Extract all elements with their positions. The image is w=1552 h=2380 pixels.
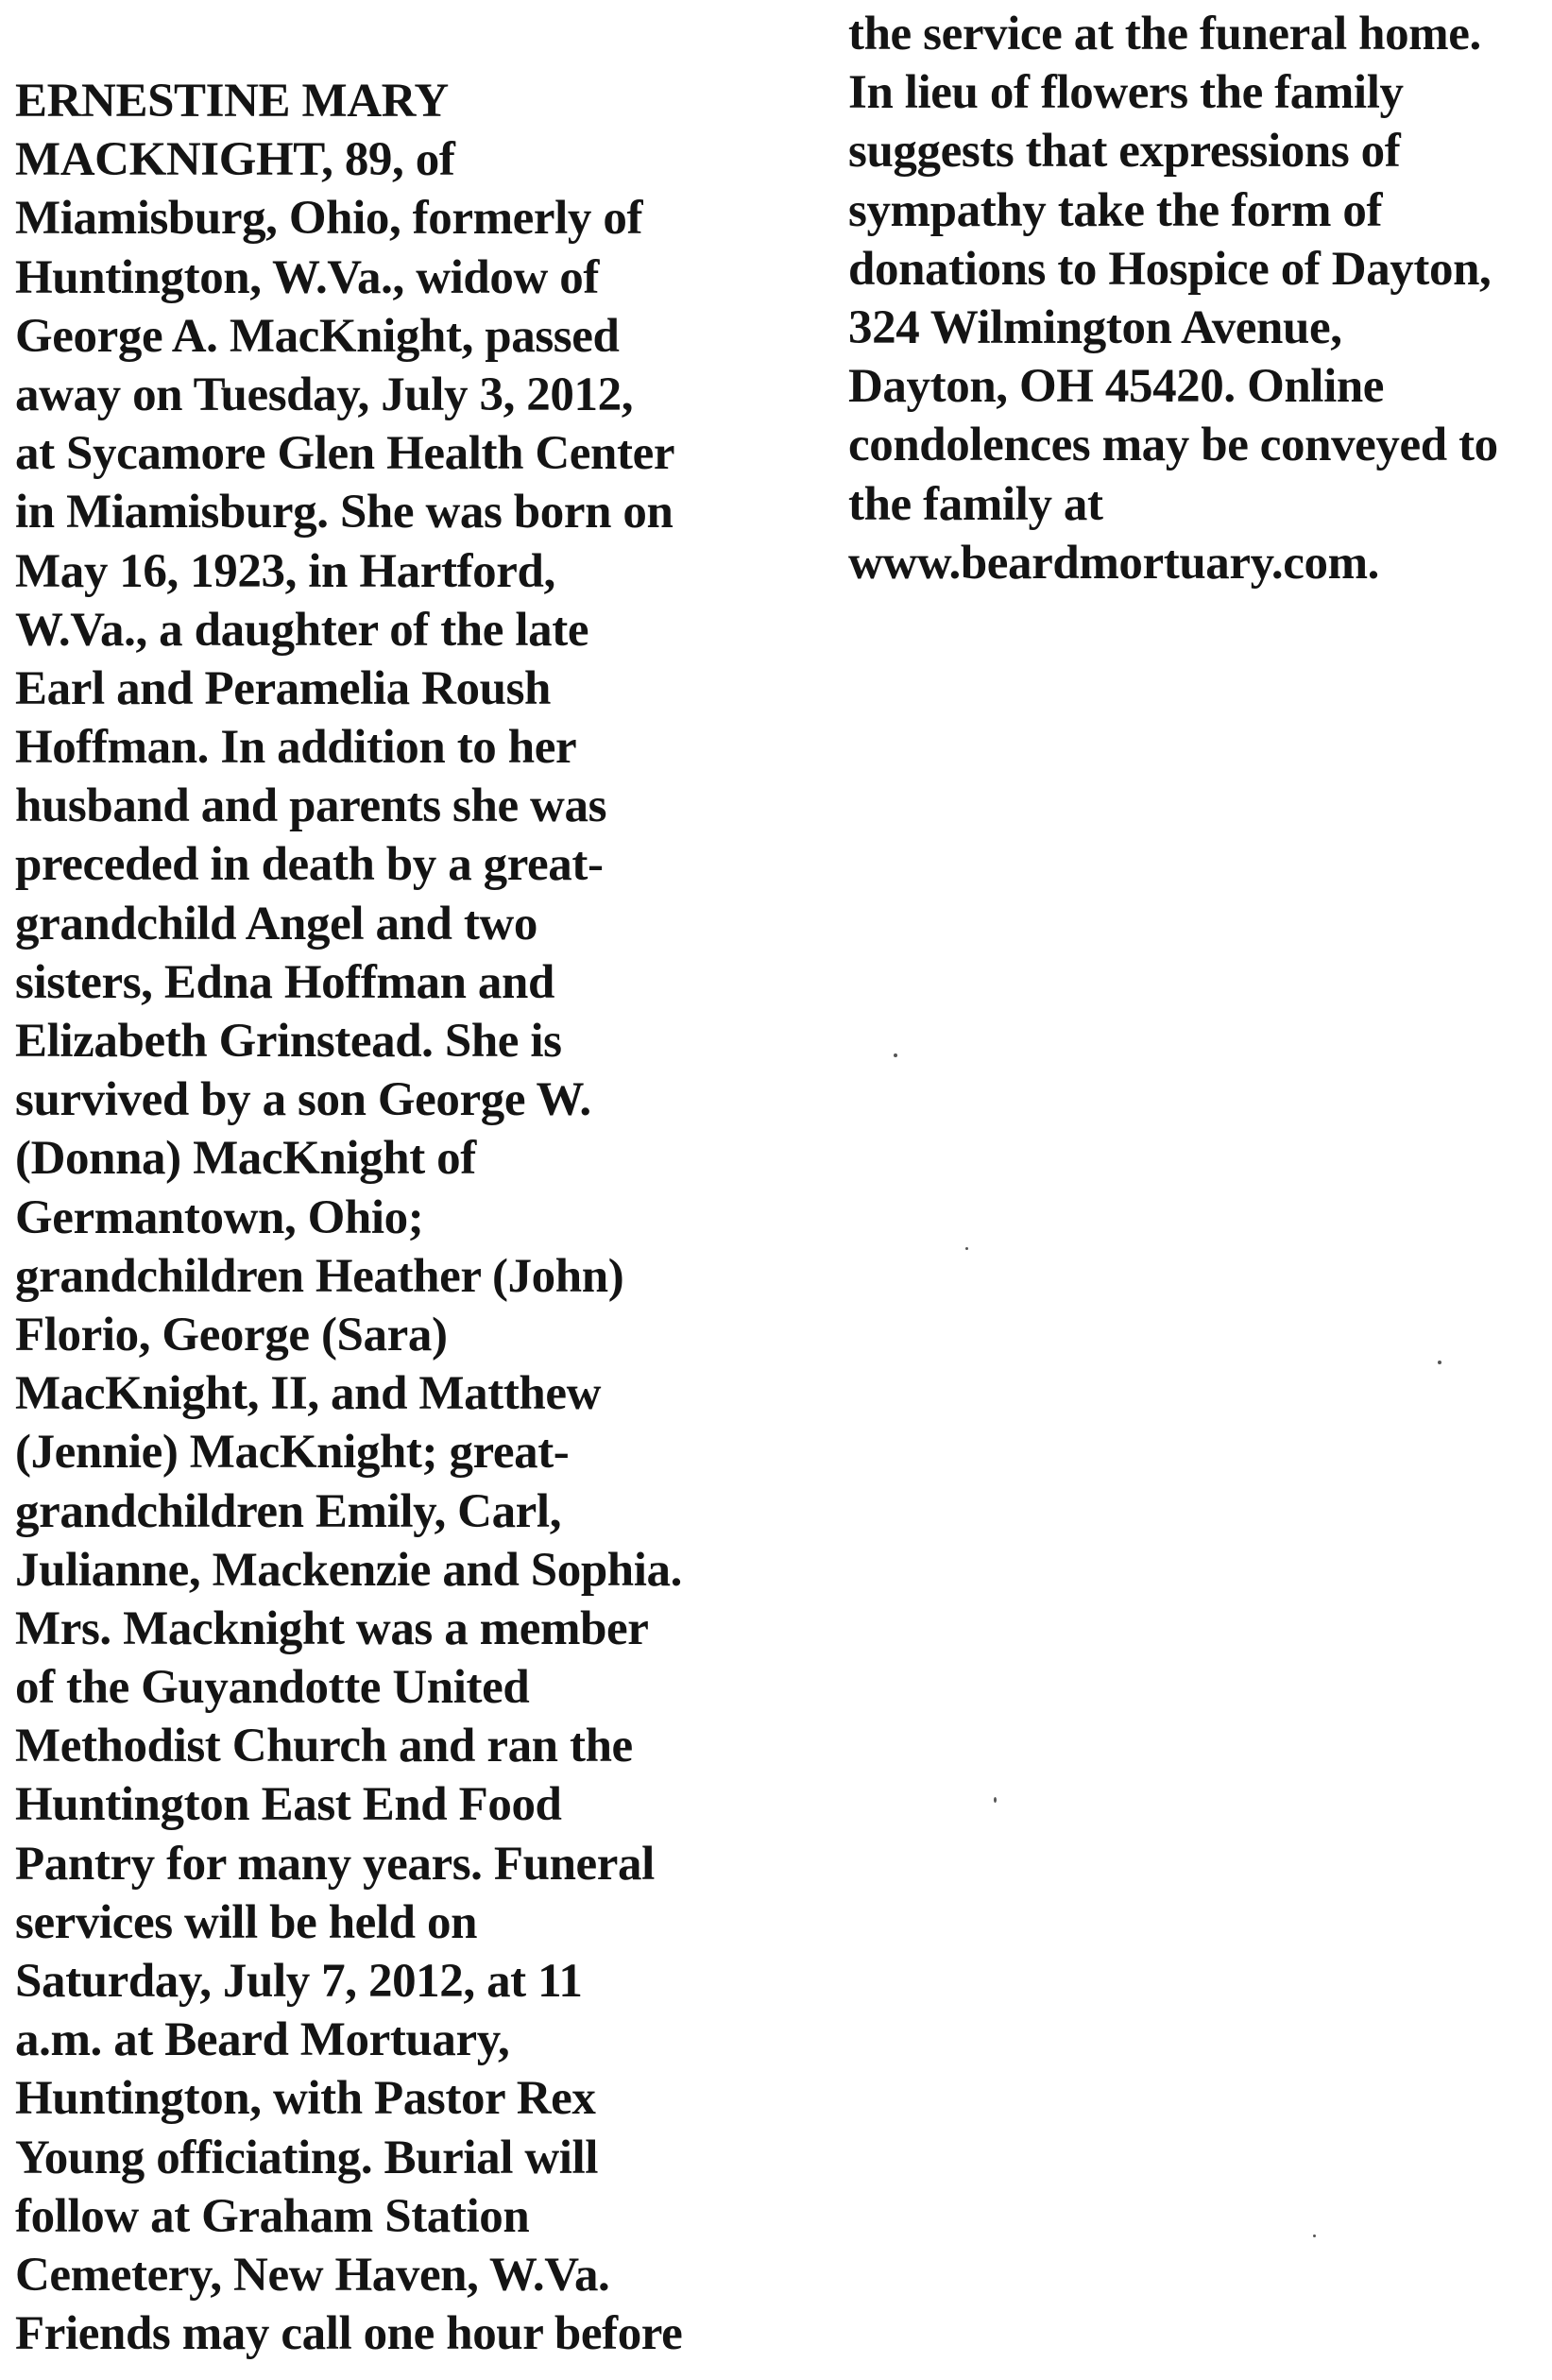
text-line: donations to Hospice of Dayton, bbox=[848, 242, 1492, 296]
text-line: follow at Graham Station bbox=[15, 2189, 530, 2243]
text-line: (Donna) MacKnight of bbox=[15, 1132, 476, 1186]
text-line: grandchildren Emily, Carl, bbox=[15, 1484, 562, 1538]
text-line: Mrs. Macknight was a member bbox=[15, 1601, 649, 1655]
text-line: of the Guyandotte United bbox=[15, 1661, 530, 1715]
text-line: W.Va., a daughter of the late bbox=[15, 603, 589, 657]
text-line: in Miamisburg. She was born on bbox=[15, 486, 674, 539]
text-line: MacKnight, II, and Matthew bbox=[15, 1367, 602, 1421]
text-line: preceded in death by a great- bbox=[15, 838, 604, 892]
text-line: a.m. at Beard Mortuary, bbox=[15, 2013, 510, 2067]
scan-speck bbox=[1438, 1361, 1441, 1364]
scan-speck bbox=[1313, 2234, 1316, 2237]
scan-speck bbox=[965, 1247, 968, 1250]
text-line: George A. MacKnight, passed bbox=[15, 309, 620, 363]
text-line: the service at the funeral home. bbox=[848, 8, 1481, 60]
text-line: survived by a son George W. bbox=[15, 1073, 591, 1127]
text-line: Pantry for many years. Funeral bbox=[15, 1837, 655, 1891]
text-line: 324 Wilmington Avenue, bbox=[848, 300, 1342, 354]
text-line: May 16, 1923, in Hartford, bbox=[15, 544, 555, 598]
text-line: Saturday, July 7, 2012, at 11 bbox=[15, 1955, 583, 2008]
text-line: Huntington East End Food bbox=[15, 1778, 562, 1832]
text-line: Earl and Peramelia Roush bbox=[15, 661, 551, 715]
text-line: MACKNIGHT, 89, of bbox=[15, 133, 455, 187]
text-line: In lieu of flowers the family bbox=[848, 66, 1404, 120]
text-line: Friends may call one hour before bbox=[15, 2307, 683, 2361]
text-line: condolences may be conveyed to bbox=[848, 419, 1498, 472]
text-line: at Sycamore Glen Health Center bbox=[15, 427, 675, 481]
text-line: Hoffman. In addition to her bbox=[15, 721, 577, 775]
text-line: Dayton, OH 45420. Online bbox=[848, 360, 1385, 414]
text-line: Julianne, Mackenzie and Sophia. bbox=[15, 1543, 682, 1597]
text-line: services will be held on bbox=[15, 1895, 478, 1949]
text-line: Florio, George (Sara) bbox=[15, 1308, 448, 1361]
text-line: suggests that expressions of bbox=[848, 125, 1401, 179]
text-line: Germantown, Ohio; bbox=[15, 1190, 424, 1244]
text-line: Young officiating. Burial will bbox=[15, 2131, 599, 2184]
text-line: www.beardmortuary.com. bbox=[848, 536, 1380, 590]
text-line: (Jennie) MacKnight; great- bbox=[15, 1426, 570, 1480]
text-line: the family at bbox=[848, 477, 1103, 531]
scan-speck bbox=[894, 1053, 897, 1057]
text-line: grandchildren Heather (John) bbox=[15, 1249, 624, 1303]
text-line: away on Tuesday, July 3, 2012, bbox=[15, 368, 634, 421]
text-line: sympathy take the form of bbox=[848, 183, 1383, 237]
text-line: Miamisburg, Ohio, formerly of bbox=[15, 192, 643, 246]
text-line: Methodist Church and ran the bbox=[15, 1720, 633, 1773]
scan-speck bbox=[994, 1797, 997, 1803]
text-line: Huntington, with Pastor Rex bbox=[15, 2072, 596, 2126]
right-column bbox=[848, 5, 1547, 592]
text-line: sisters, Edna Hoffman and bbox=[15, 955, 554, 1009]
text-line: ERNESTINE MARY bbox=[15, 75, 449, 128]
text-line: Elizabeth Grinstead. She is bbox=[15, 1015, 562, 1068]
text-line: Huntington, W.Va., widow of bbox=[15, 250, 599, 304]
text-line: husband and parents she was bbox=[15, 779, 607, 833]
text-line: grandchild Angel and two bbox=[15, 897, 537, 950]
left-column bbox=[15, 72, 771, 2363]
text-line: Cemetery, New Haven, W.Va. bbox=[15, 2248, 610, 2302]
